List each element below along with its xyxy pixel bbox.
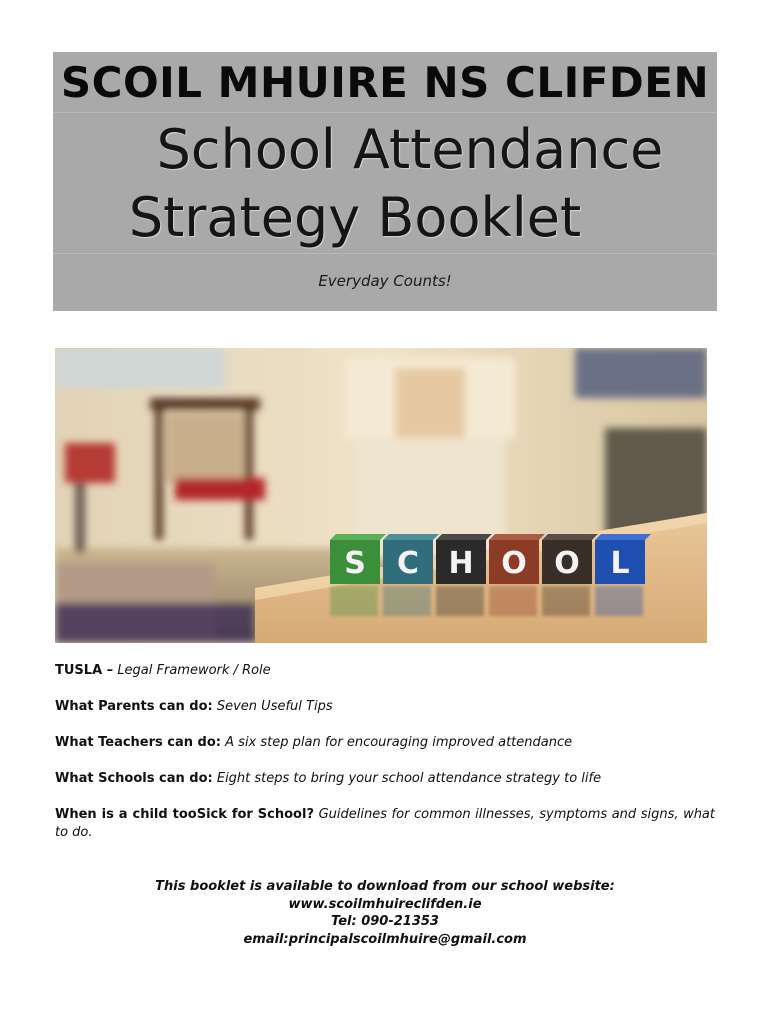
list-item <box>55 806 715 842</box>
block-letter: C <box>396 546 420 581</box>
item-text: Guidelines for common illnesses, symptoms and signs, what to do. <box>55 807 715 840</box>
item-label: What Teachers can do: <box>55 735 221 750</box>
email-link[interactable]: email:principalscoilmhuire@gmail.com <box>243 931 527 947</box>
letter-block <box>436 534 492 584</box>
list-item <box>55 770 715 788</box>
subtitle: Everyday Counts! <box>318 272 452 290</box>
school-name: SCOIL MHUIRE NS CLIFDEN <box>60 58 710 107</box>
header-divider <box>53 253 717 254</box>
letter-block <box>383 534 439 584</box>
letter-block <box>542 534 598 584</box>
block-letter: O <box>554 546 580 581</box>
item-label: What Schools can do: <box>55 771 213 786</box>
telephone: Tel: 090-21353 <box>331 914 439 929</box>
item-label: TUSLA – <box>55 663 114 678</box>
item-label: What Parents can do: <box>55 699 213 714</box>
item-text: Legal Framework / Role <box>117 663 271 678</box>
classroom-illustration <box>55 348 707 643</box>
letter-block <box>330 534 386 584</box>
item-label: When is a child tooSick for School? <box>55 807 314 822</box>
school-blocks <box>330 534 651 584</box>
item-text: Seven Useful Tips <box>216 699 333 714</box>
website-link[interactable]: www.scoilmhuireclifden.ie <box>288 896 482 912</box>
title-line-2: Strategy Booklet <box>128 186 582 249</box>
contact-footer <box>55 878 715 948</box>
contents-list <box>55 662 715 860</box>
cover-header <box>53 52 717 311</box>
item-text: Eight steps to bring your school attendance strategy to life <box>216 771 602 786</box>
list-item <box>55 734 715 752</box>
block-letter: S <box>344 546 366 581</box>
booklet-title <box>53 116 717 252</box>
header-divider <box>53 112 717 113</box>
block-letter: O <box>501 546 527 581</box>
list-item <box>55 698 715 716</box>
list-item <box>55 662 715 680</box>
letter-block <box>595 534 651 584</box>
block-letter: H <box>448 546 474 581</box>
download-note: This booklet is available to download from our school website: <box>155 879 615 894</box>
block-letter: L <box>610 546 630 581</box>
title-line-1: School Attendance <box>156 118 664 181</box>
item-text: A six step plan for encouraging improved attendance <box>225 735 573 750</box>
classroom-photo <box>55 348 707 643</box>
letter-block <box>489 534 545 584</box>
